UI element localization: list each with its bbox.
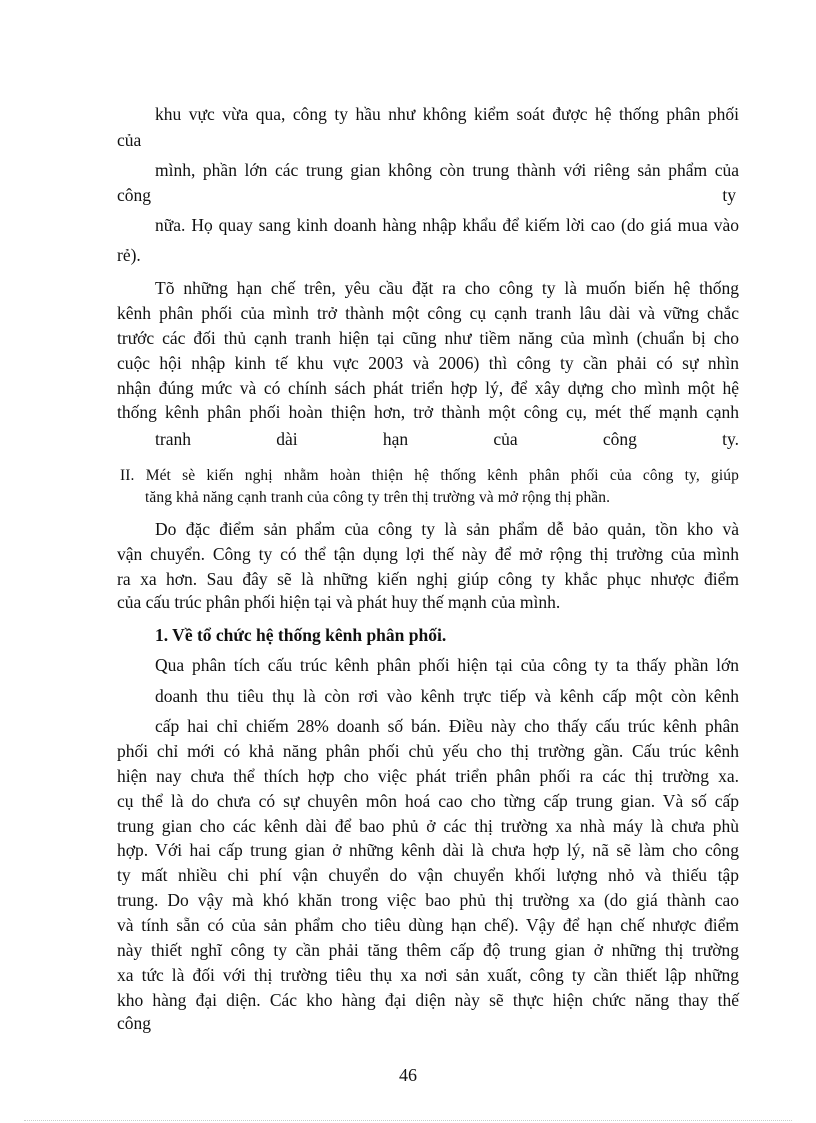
text-line: xa tức là đối với thị trường tiêu thụ xa nơi sản xuất, công ty cần thiết lập những	[117, 965, 739, 985]
text-line: cấp hai chỉ chiếm 28% doanh số bán. Điều này cho thấy cấu trúc kênh phân	[155, 716, 739, 736]
text-line: ra xa hơn. Sau đây sẽ là những kiến nghị giúp công ty khắc phục nhược điểm	[117, 569, 739, 589]
text-line: rẻ).	[117, 245, 141, 265]
text-line: này thiết nghĩ công ty cần phải tăng thêm cấp độ trung gian ở những thị trường	[117, 940, 739, 960]
page-number: 46	[399, 1065, 417, 1085]
text-line: hợp. Với hai cấp trung gian ở những kênh dài là chưa hợp lý, nã sẽ làm cho công	[117, 840, 739, 860]
word: hạn	[382, 429, 409, 449]
text-line: trước các đối thủ cạnh tranh hiện tại cũng như tiềm năng của mình (chuẩn bị cho	[117, 328, 739, 348]
word: ty.	[722, 429, 739, 449]
text-line: công	[117, 1013, 152, 1033]
word: tranh	[155, 429, 191, 449]
text-line: ty mất nhiều chi phí vận chuyển do vận chuyển khối lượng nhỏ và thiếu tập	[117, 865, 739, 885]
text-line: Do đặc điểm sản phẩm của công ty là sản phẩm dễ bảo quản, tồn kho và	[155, 519, 739, 539]
text-line: trung gian cho các kênh dài để bao phủ ở các thị trường xa nhà máy là chưa phù	[117, 816, 739, 836]
text-line: nữa. Họ quay sang kinh doanh hàng nhập khẩu để kiếm lời cao (do giá mua vào	[155, 215, 739, 235]
text-line: thống kênh phân phối hoàn thiện hơn, trở thành một công cụ, mét thế mạnh cạnh	[117, 402, 739, 422]
text-line: và tính sẵn có của sản phẩm cho tiêu dùng hạn chế). Vậy để hạn chế nhược điểm	[117, 915, 739, 935]
section-heading-cont: tăng khả năng cạnh tranh của công ty trên thị trường và mở rộng thị phần.	[145, 489, 611, 506]
text-line: mình, phần lớn các trung gian không còn trung thành với riêng sản phẩm của	[155, 160, 739, 180]
text-line: vận chuyển. Công ty có thể tận dụng lợi thế này để mở rộng thị trường của mình	[117, 544, 739, 564]
spread-text-line	[155, 428, 739, 450]
text-line: công	[117, 185, 152, 205]
text-line: của	[117, 130, 142, 150]
word: dài	[276, 429, 298, 449]
text-line: của cấu trúc phân phối hiện tại và phát huy thế mạnh của mình.	[117, 592, 561, 612]
text-line: Qua phân tích cấu trúc kênh phân phối hiện tại của công ty ta thấy phần lớn	[155, 655, 739, 675]
text-line: cuộc hội nhập kinh tế khu vực 2003 và 2006) thì công ty cần phải có sự nhìn	[117, 353, 739, 373]
word: của	[493, 429, 518, 449]
word: công	[602, 429, 637, 449]
text-line: trung. Do vậy mà khó khăn trong việc bao phủ thị trường xa (do giá thành cao	[117, 890, 739, 910]
page-bottom-divider	[24, 1120, 792, 1121]
section-heading: II. Mét sè kiến nghị nhằm hoàn thiện hệ thống kênh phân phối của công ty, giúp	[120, 467, 739, 484]
text-line: cụ thể là do chưa có sự chuyên môn hoá cao cho từng cấp trung gian. Và số cấp	[117, 791, 739, 811]
subsection-heading: 1. Về tổ chức hệ thống kênh phân phối.	[155, 625, 447, 645]
text-line: nhận đúng mức và có chính sách phát triển hợp lý, để xây dựng cho mình một hệ	[117, 378, 739, 398]
text-line: Tõ những hạn chế trên, yêu cầu đặt ra cho công ty là muốn biến hệ thống	[155, 278, 739, 298]
text-line: phối chỉ mới có khả năng phân phối chủ yếu cho thị trường gần. Cấu trúc kênh	[117, 741, 739, 761]
text-line: hiện nay chưa thể thích hợp cho việc phát triển phân phối ra các thị trường xa.	[117, 766, 739, 786]
text-line: ty	[722, 185, 736, 205]
text-line: kênh phân phối của mình trở thành một công cụ cạnh tranh lâu dài và vững chắc	[117, 303, 739, 323]
text-line: kho hàng đại diện. Các kho hàng đại diện này sẽ thực hiện chức năng thay thế	[117, 990, 739, 1010]
text-line: khu vực vừa qua, công ty hầu như không kiểm soát được hệ thống phân phối	[155, 104, 739, 124]
text-line: doanh thu tiêu thụ là còn rơi vào kênh trực tiếp và kênh cấp một còn kênh	[155, 686, 739, 706]
